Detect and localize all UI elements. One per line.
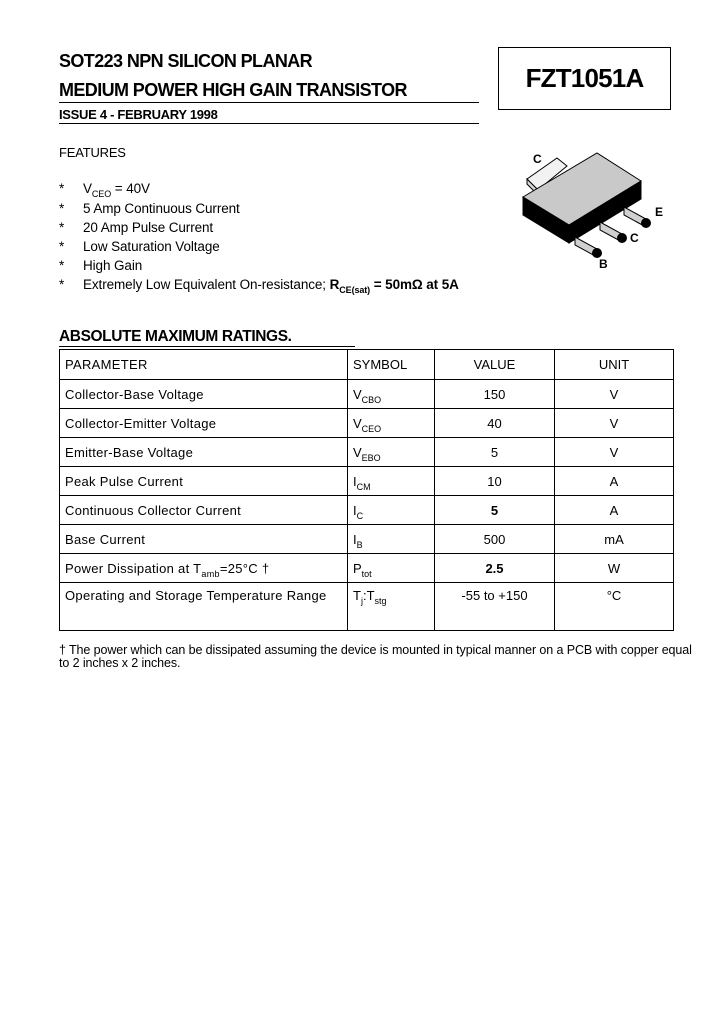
table-row	[60, 583, 674, 631]
cell-value: -55 to +150	[435, 583, 555, 631]
pin-label-emitter: E	[655, 205, 664, 219]
ratings-table	[59, 349, 674, 631]
table-row	[60, 380, 674, 409]
cell-parameter: Collector-Base Voltage	[60, 380, 348, 409]
lead-collector	[600, 222, 627, 243]
cell-value: 2.5	[435, 554, 555, 583]
table-row	[60, 554, 674, 583]
lead-emitter	[624, 207, 651, 228]
part-number: FZT1051A	[525, 63, 644, 93]
bullet: *	[59, 258, 65, 273]
rce-subscript: CE(sat)	[339, 285, 371, 295]
feature-text: 5 Amp Continuous Current	[83, 201, 240, 216]
col-header-unit: UNIT	[555, 350, 674, 380]
cell-value: 150	[435, 380, 555, 409]
cell-parameter: Peak Pulse Current	[60, 467, 348, 496]
cell-value: 5	[435, 438, 555, 467]
col-header-symbol: SYMBOL	[348, 350, 435, 380]
cell-parameter: Emitter-Base Voltage	[60, 438, 348, 467]
footnote: † The power which can be dissipated assuming the device is mounted in typical manner on a PCB with copper equal to 2 inches x 2 inches.	[59, 643, 692, 670]
table-row	[60, 467, 674, 496]
col-header-parameter: PARAMETER	[60, 350, 348, 380]
feature-text: 20 Amp Pulse Current	[83, 220, 214, 235]
bullet: *	[59, 220, 65, 235]
sot223-package-illustration	[505, 145, 680, 275]
pin-label-collector-tab: C	[533, 152, 542, 166]
cell-unit: mA	[555, 525, 674, 554]
title-line-2: MEDIUM POWER HIGH GAIN TRANSISTOR	[59, 80, 407, 100]
cell-unit: V	[555, 409, 674, 438]
pin-label-base: B	[599, 257, 608, 271]
table-row	[60, 409, 674, 438]
cell-parameter: Operating and Storage Temperature Range	[60, 583, 348, 631]
title-line-1: SOT223 NPN SILICON PLANAR	[59, 51, 313, 71]
features-heading: FEATURES	[59, 145, 126, 160]
cell-unit: V	[555, 438, 674, 467]
table-header-row	[60, 350, 674, 380]
feature-text: High Gain	[83, 258, 143, 273]
table-row	[60, 438, 674, 467]
cell-symbol: $I_{CM}$	[348, 467, 435, 496]
cell-value: 10	[435, 467, 555, 496]
vceo-value: = 40V	[114, 181, 150, 196]
cell-symbol: $I_B$	[348, 525, 435, 554]
ratings-heading: ABSOLUTE MAXIMUM RATINGS.	[59, 328, 292, 345]
cell-parameter: Power Dissipation at $T_{amb}=25^\circ C$ †	[60, 554, 348, 583]
cell-unit: °C	[555, 583, 674, 631]
part-number-box	[498, 47, 671, 110]
rce-value: = 50mΩ at 5A	[370, 277, 459, 292]
ratings-heading-rule	[59, 346, 355, 347]
col-header-value: VALUE	[435, 350, 555, 380]
cell-symbol: $V_{CEO}$	[348, 409, 435, 438]
lead-base	[575, 237, 602, 258]
issue-line: ISSUE 4 - FEBRUARY 1998	[59, 107, 218, 122]
cell-unit: A	[555, 467, 674, 496]
bullet: *	[59, 239, 65, 254]
title-rule	[59, 102, 479, 103]
rce-symbol: R	[329, 277, 340, 292]
cell-symbol: $V_{CBO}$	[348, 380, 435, 409]
cell-unit: V	[555, 380, 674, 409]
cell-parameter: Collector-Emitter Voltage	[60, 409, 348, 438]
feature-text: Low Saturation Voltage	[83, 239, 220, 254]
vceo-symbol: V	[83, 181, 92, 196]
cell-value: 500	[435, 525, 555, 554]
cell-unit: A	[555, 496, 674, 525]
cell-parameter: Base Current	[60, 525, 348, 554]
pin-label-collector: C	[630, 231, 639, 245]
cell-parameter: Continuous Collector Current	[60, 496, 348, 525]
cell-unit: W	[555, 554, 674, 583]
bullet: *	[59, 181, 65, 196]
bullet: *	[59, 201, 65, 216]
table-row	[60, 525, 674, 554]
table-row	[60, 496, 674, 525]
issue-rule	[59, 123, 479, 124]
on-resistance-text: Extremely Low Equivalent On-resistance;	[83, 277, 330, 292]
cell-symbol: $P_{tot}$	[348, 554, 435, 583]
cell-symbol: $I_C$	[348, 496, 435, 525]
vceo-subscript: CEO	[91, 189, 112, 199]
bullet: *	[59, 277, 65, 292]
cell-symbol: $T_j:T_{stg}$	[348, 583, 435, 631]
cell-symbol: $V_{EBO}$	[348, 438, 435, 467]
cell-value: 40	[435, 409, 555, 438]
cell-value: 5	[435, 496, 555, 525]
